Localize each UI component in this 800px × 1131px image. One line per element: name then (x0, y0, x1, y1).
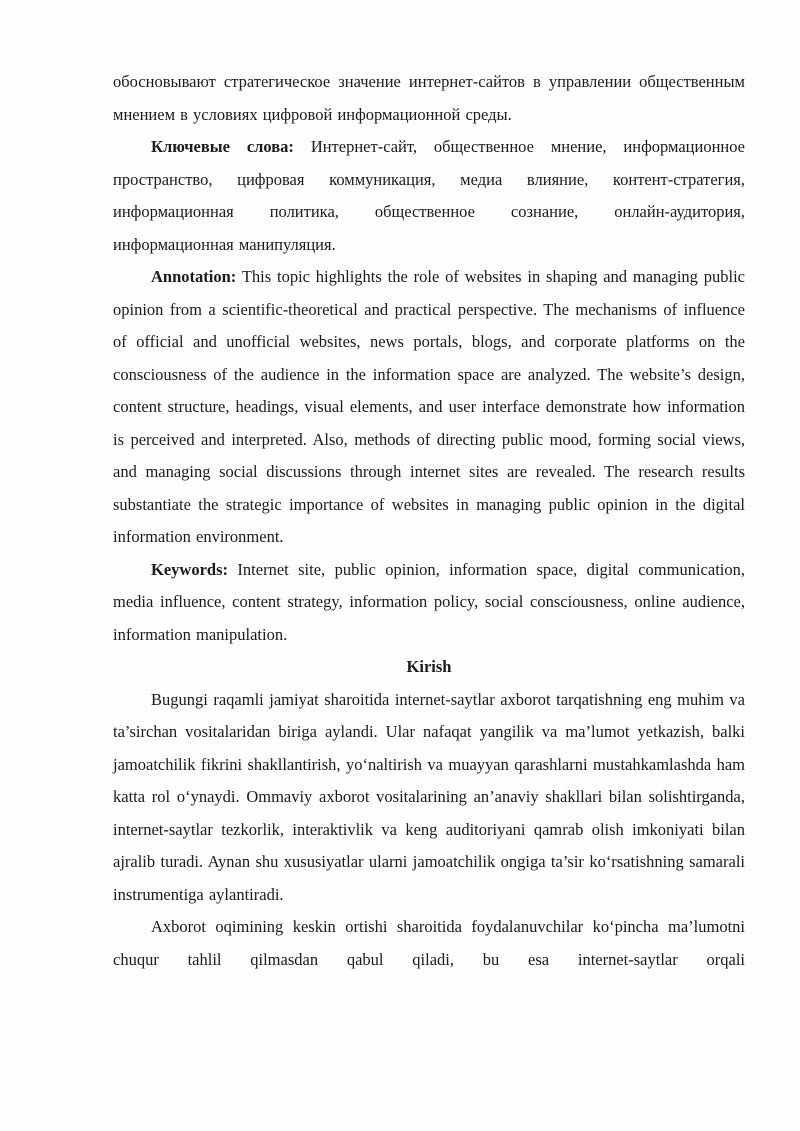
document-body (113, 66, 745, 976)
paragraph-intro-1 (113, 684, 745, 912)
paragraph-keywords-en (113, 554, 745, 652)
abstract-ru-continuation-text: обосновывают стратегическое значение интернет-сайтов в управлении общественным мнением в условиях цифровой информационной среды. (113, 72, 745, 124)
section-heading-kirish: Kirish (406, 657, 452, 676)
keywords-en-text: Internet site, public opinion, information space, digital communication, media influence, content strategy, information policy, social consciousness, online audience, information manipulation. (113, 559, 746, 644)
paragraph-intro-2 (113, 911, 745, 976)
paragraph-annotation-en (113, 261, 745, 554)
intro-paragraph-1-text: Bugungi raqamli jamiyat sharoitida internet-saytlar axborot tarqatishning eng muhim va ta’sirchan vositalaridan biriga aylandi. Ular nafaqat yangilik va ma’lumot yetkazish, balki jamoatchilik fikrini shakllantirish, yo‘naltirish va muayyan qarashlarni mustahkamlashda ham katta rol o‘ynaydi. Ommaviy axborot vositalarining an’anaviy shakllari bilan solishtirganda, internet-saytlar tezkorlik, interaktivlik va keng auditoriyani qamrab olish imkoniyati bilan ajralib turadi. Aynan shu xususiyatlar ularni jamoatchilik ongiga ta’sir ko‘rsatishning samarali instrumentiga aylantiradi. (113, 689, 745, 904)
paragraph-keywords-ru (113, 131, 745, 261)
annotation-en-text: This topic highlights the role of websites in shaping and managing public opinion from a scientific-theoretical and practical perspective. The mechanisms of influence of official and unofficial websites, news portals, blogs, and corporate platforms on the consciousness of the audience in the information space are analyzed. The website’s design, content structure, headings, visual elements, and user interface demonstrate how information is perceived and interpreted. Also, methods of directing public mood, forming social views, and managing social discussions through internet sites are revealed. The research results substantiate the strategic importance of websites in managing public opinion in the digital information environment. (113, 267, 745, 546)
keywords-ru-label: Ключевые слова: (151, 137, 294, 156)
annotation-en-label: Annotation: (151, 267, 237, 286)
intro-paragraph-2-text: Axborot oqimining keskin ortishi sharoitida foydalanuvchilar ko‘pincha ma’lumotni chuqur tahlil qilmasdan qabul qiladi, bu esa internet-saytlar orqali (113, 917, 745, 969)
keywords-ru-text: Интернет-сайт, общественное мнение, информационное пространство, цифровая коммуникация, медиа влияние, контент-стратегия, информационная политика, общественное сознание, онлайн-аудитория, информационная манипуляция. (113, 137, 746, 254)
paragraph-abstract-ru-continuation (113, 66, 745, 131)
keywords-en-label: Keywords: (151, 559, 228, 579)
